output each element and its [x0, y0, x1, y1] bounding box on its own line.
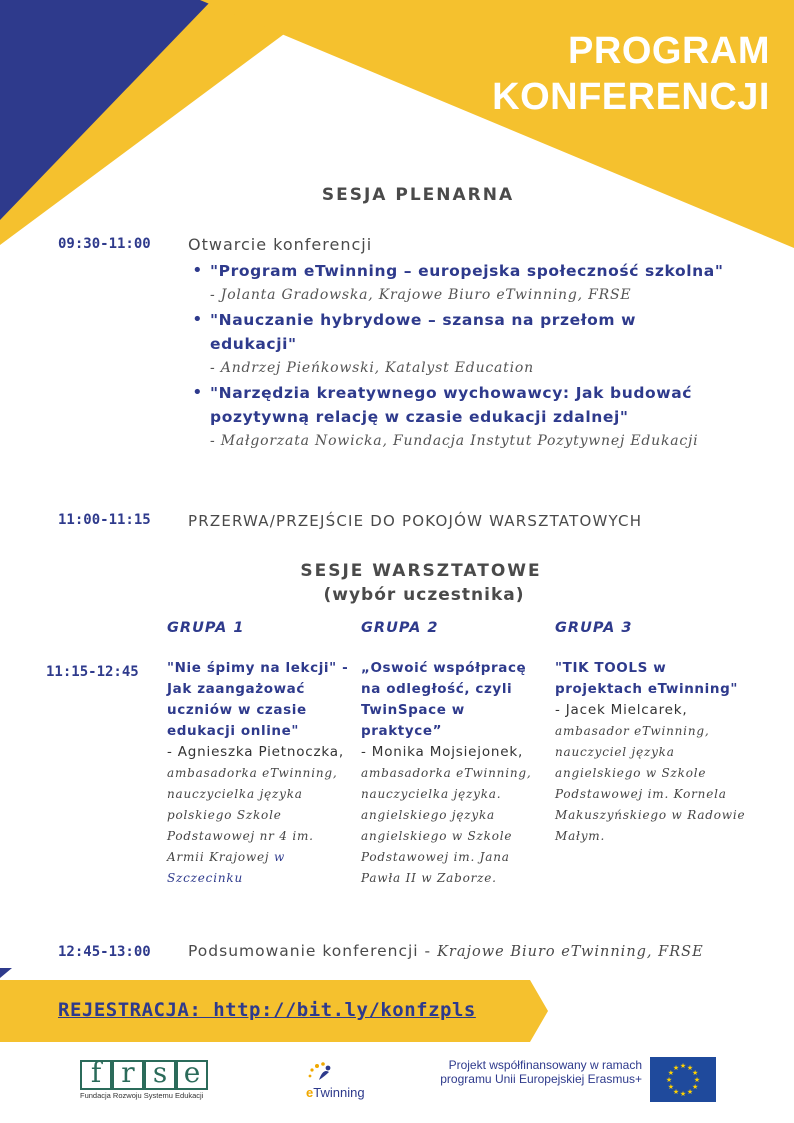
talk-speaker: - Andrzej Pieńkowski: [210, 360, 375, 376]
eu-flag-icon: [650, 1057, 716, 1106]
group-1-workshop: [167, 658, 355, 889]
talk-item: [210, 308, 650, 380]
talk-title: • "Program eTwinning – europejska społeczność szkolna": [210, 262, 724, 280]
title-line-1: PROGRAM: [568, 30, 770, 72]
plenary-heading: SESJA PLENARNA: [321, 185, 515, 205]
workshop-speaker: - Agnieszka Pietnoczka,: [167, 744, 344, 760]
talk-item: [210, 259, 770, 307]
workshop-title: "TIK TOOLS w projektach eTwinning": [555, 660, 738, 697]
frse-letter: r: [121, 1056, 135, 1089]
eu-star-icon: ★: [686, 1088, 694, 1097]
workshops-heading: SESJE WARSZTATOWE: [300, 561, 542, 581]
eu-star-icon: ★: [665, 1076, 673, 1084]
etwinning-logo-text: [306, 1085, 365, 1100]
eu-star-icon: ★: [672, 1088, 680, 1097]
workshop-speaker: - Jacek Mielcarek,: [555, 702, 688, 718]
eu-cofinancing-text: Projekt współfinansowany w ramach programu Unii Europejskiej Erasmus+: [440, 1058, 642, 1086]
frse-letter: e: [183, 1056, 201, 1089]
talk-title: • "Nauczanie hybrydowe – szansa na przełom w edukacji": [210, 311, 637, 353]
title-line-2: KONFERENCJI: [492, 76, 770, 118]
talk-title: • "Narzędzia kreatywnego wychowawcy: Jak budować pozytywną relację w czasie edukacji zdalnej": [210, 384, 693, 426]
plenary-time: 09:30-11:00: [58, 236, 151, 252]
eu-star-icon: ★: [693, 1076, 701, 1084]
registration-link[interactable]: REJESTRACJA: http://bit.ly/konfzpls: [58, 999, 476, 1021]
talk-item: [210, 381, 730, 453]
break-text: PRZERWA/PRZEJŚCIE DO POKOJÓW WARSZTATOWYCH: [188, 512, 643, 530]
frse-letter: f: [90, 1056, 102, 1089]
talk-speaker: - Jolanta Gradowska: [210, 287, 369, 303]
group-3-label: GRUPA 3: [555, 620, 633, 636]
workshop-desc-text: ambasadorka eTwinning, nauczycielka języka polskiego Szkole Podstawowej nr 4 im. Armii Krajowej: [167, 766, 338, 864]
summary-text: [188, 942, 704, 960]
talk-speaker: - Małgorzata Nowicka: [210, 433, 383, 449]
workshop-description: ambasador eTwinning, nauczyciel języka angielskiego w Szkole Podstawowej im. Kornela Makuszyńskiego w Radowie Małym.: [555, 724, 746, 843]
workshops-time: 11:15-12:45: [46, 664, 139, 680]
eu-star-icon: ★: [691, 1083, 699, 1091]
frse-logo: [80, 1056, 210, 1095]
plenary-talk-list: [188, 259, 770, 454]
page-title: [492, 28, 770, 120]
workshop-title: „Oswoić współpracę na odległość, czyli TwinSpace w praktyce”: [361, 660, 527, 739]
etwinning-icon: [303, 1060, 343, 1084]
eu-star-icon: ★: [679, 1062, 687, 1070]
group-2-label: GRUPA 2: [361, 620, 439, 636]
summary-label: Podsumowanie konferencji -: [188, 942, 438, 960]
talk-affiliation: , Fundacja Instytut Pozytywnej Edukacji: [382, 433, 699, 449]
eu-star-icon: ★: [691, 1069, 699, 1077]
group-1-label: GRUPA 1: [167, 620, 245, 636]
eu-star-icon: ★: [667, 1083, 675, 1091]
workshop-title: "Nie śpimy na lekcji" - Jak zaangażować uczniów w czasie edukacji online": [167, 660, 349, 739]
talk-byline: [210, 283, 770, 307]
workshop-city: w Szczecinku: [167, 850, 286, 885]
talk-affiliation: , Katalyst Education: [374, 360, 534, 376]
group-2-workshop: [361, 658, 547, 889]
workshop-speaker: - Monika Mojsiejonek,: [361, 744, 524, 760]
summary-org: Krajowe Biuro eTwinning, FRSE: [437, 944, 704, 960]
frse-subtitle: Fundacja Rozwoju Systemu Edukacji: [80, 1091, 204, 1100]
group-3-workshop: [555, 658, 755, 847]
workshop-description: ambasadorka eTwinning, nauczycielka języka. angielskiego języka angielskiego w Szkole Podstawowej im. Jana Pawła II w Zaborze.: [361, 766, 532, 885]
eu-star-icon: ★: [679, 1090, 687, 1098]
frse-logo-letters: [80, 1056, 210, 1089]
talk-affiliation: , Krajowe Biuro eTwinning, FRSE: [368, 287, 632, 303]
etwinning-rest: Twinning: [313, 1085, 365, 1100]
small-navy-corner: [0, 968, 12, 978]
talk-byline: [210, 429, 730, 453]
workshop-description: [167, 763, 355, 889]
break-time: 11:00-11:15: [58, 512, 151, 528]
eu-star-icon: ★: [672, 1063, 680, 1072]
frse-letter: s: [152, 1056, 168, 1089]
workshops-subheading: (wybór uczestnika): [323, 585, 525, 605]
eu-star-icon: ★: [667, 1069, 675, 1077]
summary-time: 12:45-13:00: [58, 944, 151, 960]
talk-byline: [210, 356, 650, 380]
opening-text: Otwarcie konferencji: [188, 235, 373, 254]
eu-star-icon: ★: [686, 1063, 694, 1072]
etwinning-e: e: [306, 1085, 314, 1100]
